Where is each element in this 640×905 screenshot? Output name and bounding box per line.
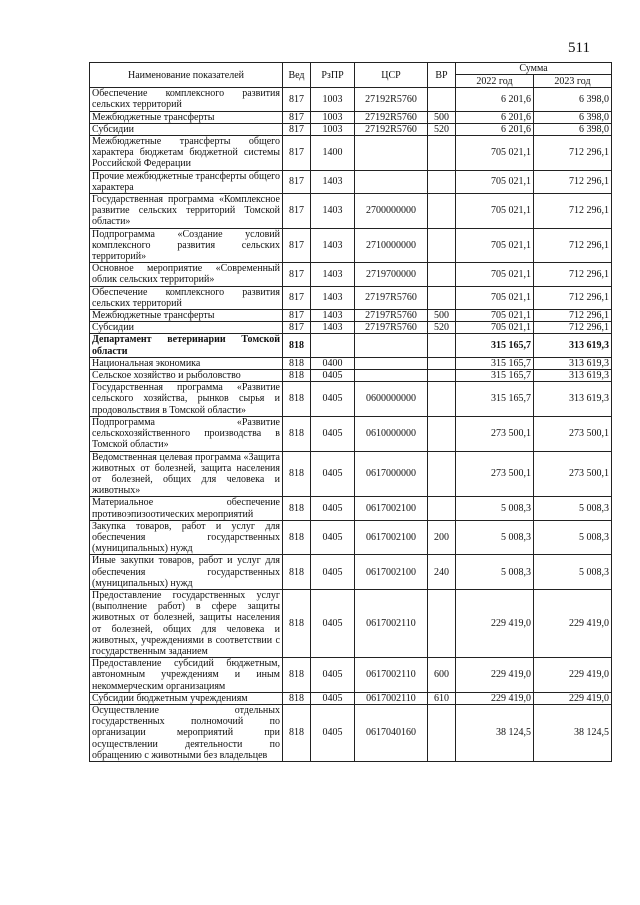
row-ved: 818 (283, 451, 311, 497)
table-row (90, 357, 612, 369)
row-sum-2022: 273 500,1 (456, 451, 534, 497)
row-ved: 817 (283, 170, 311, 193)
row-sum-2023: 313 619,3 (534, 357, 612, 369)
row-vr: 520 (428, 322, 456, 334)
row-ved: 817 (283, 194, 311, 229)
row-sum-2022: 5 008,3 (456, 497, 534, 520)
row-name: Государственная программа «Развитие сельского хозяйства, рынков сырья и продовольствия в Томской области» (90, 382, 283, 417)
row-csr: 2719700000 (355, 263, 428, 286)
row-rzpr: 1403 (311, 286, 355, 309)
row-name: Осуществление отдельных государственных полномочий по организации мероприятий при осуществлении деятельности по обращению с животными без владельцев (90, 704, 283, 761)
row-csr: 0617002110 (355, 589, 428, 657)
row-ved: 817 (283, 136, 311, 171)
header-2022: 2022 год (456, 75, 534, 88)
row-ved: 818 (283, 704, 311, 761)
row-ved: 818 (283, 357, 311, 369)
row-name: Субсидии (90, 322, 283, 334)
row-sum-2023: 229 419,0 (534, 589, 612, 657)
row-rzpr: 0405 (311, 520, 355, 555)
row-csr: 27197R5760 (355, 322, 428, 334)
row-rzpr: 0405 (311, 658, 355, 693)
row-name: Сельское хозяйство и рыболовство (90, 370, 283, 382)
row-name: Межбюджетные трансферты (90, 111, 283, 123)
header-name: Наименование показателей (90, 63, 283, 88)
row-sum-2022: 705 021,1 (456, 136, 534, 171)
row-sum-2022: 705 021,1 (456, 286, 534, 309)
row-sum-2022: 705 021,1 (456, 263, 534, 286)
row-csr: 0617002100 (355, 555, 428, 590)
row-rzpr: 0405 (311, 589, 355, 657)
row-csr: 27192R5760 (355, 88, 428, 111)
table-row (90, 334, 612, 357)
row-name: Иные закупки товаров, работ и услуг для обеспечения государственных (муниципальных) нужд (90, 555, 283, 590)
row-sum-2023: 712 296,1 (534, 263, 612, 286)
row-name: Субсидии (90, 123, 283, 135)
row-sum-2022: 315 165,7 (456, 334, 534, 357)
row-vr: 520 (428, 123, 456, 135)
row-sum-2023: 313 619,3 (534, 370, 612, 382)
table-row (90, 170, 612, 193)
row-csr (355, 370, 428, 382)
row-name: Национальная экономика (90, 357, 283, 369)
row-sum-2023: 313 619,3 (534, 334, 612, 357)
row-vr: 500 (428, 111, 456, 123)
row-csr: 0600000000 (355, 382, 428, 417)
row-vr (428, 194, 456, 229)
row-csr: 27192R5760 (355, 123, 428, 135)
row-rzpr: 1403 (311, 228, 355, 263)
row-csr: 0617002110 (355, 658, 428, 693)
row-sum-2022: 705 021,1 (456, 322, 534, 334)
row-rzpr: 0405 (311, 416, 355, 451)
row-csr (355, 357, 428, 369)
row-sum-2022: 705 021,1 (456, 228, 534, 263)
table-row (90, 228, 612, 263)
row-csr: 0617040160 (355, 704, 428, 761)
row-csr: 0617002100 (355, 520, 428, 555)
row-rzpr: 1003 (311, 88, 355, 111)
row-sum-2023: 229 419,0 (534, 692, 612, 704)
table-row (90, 589, 612, 657)
row-rzpr: 0405 (311, 382, 355, 417)
row-name: Подпрограмма «Развитие сельскохозяйственного производства в Томской области» (90, 416, 283, 451)
row-sum-2023: 38 124,5 (534, 704, 612, 761)
row-sum-2022: 229 419,0 (456, 589, 534, 657)
row-csr: 0610000000 (355, 416, 428, 451)
table-row (90, 370, 612, 382)
row-csr (355, 136, 428, 171)
table-row (90, 194, 612, 229)
row-vr (428, 286, 456, 309)
row-name: Департамент ветеринарии Томской области (90, 334, 283, 357)
row-ved: 817 (283, 88, 311, 111)
row-sum-2023: 6 398,0 (534, 111, 612, 123)
row-csr: 0617002100 (355, 497, 428, 520)
row-sum-2022: 6 201,6 (456, 88, 534, 111)
row-csr: 27192R5760 (355, 111, 428, 123)
table-row (90, 286, 612, 309)
row-csr: 2700000000 (355, 194, 428, 229)
row-vr: 600 (428, 658, 456, 693)
row-vr (428, 136, 456, 171)
table-row (90, 692, 612, 704)
row-ved: 817 (283, 310, 311, 322)
budget-table (89, 62, 612, 762)
row-csr: 0617000000 (355, 451, 428, 497)
row-rzpr: 0405 (311, 497, 355, 520)
row-sum-2023: 712 296,1 (534, 286, 612, 309)
row-rzpr: 1403 (311, 263, 355, 286)
row-name: Материальное обеспечение противоэпизоотических мероприятий (90, 497, 283, 520)
table-row (90, 416, 612, 451)
row-vr (428, 416, 456, 451)
row-ved: 818 (283, 692, 311, 704)
row-sum-2022: 705 021,1 (456, 310, 534, 322)
row-csr: 27197R5760 (355, 310, 428, 322)
row-name: Межбюджетные трансферты общего характера бюджетам бюджетной системы Российской Федерации (90, 136, 283, 171)
header-ved: Вед (283, 63, 311, 88)
row-sum-2023: 273 500,1 (534, 451, 612, 497)
table-row (90, 704, 612, 761)
header-vr: ВР (428, 63, 456, 88)
row-vr: 500 (428, 310, 456, 322)
row-vr (428, 704, 456, 761)
row-sum-2023: 5 008,3 (534, 555, 612, 590)
row-ved: 818 (283, 589, 311, 657)
row-vr (428, 170, 456, 193)
row-name: Ведомственная целевая программа «Защита животных от болезней, защита населения от болезней, общих для человека и животных» (90, 451, 283, 497)
row-name: Прочие межбюджетные трансферты общего характера (90, 170, 283, 193)
row-vr (428, 382, 456, 417)
row-sum-2022: 705 021,1 (456, 194, 534, 229)
row-sum-2022: 5 008,3 (456, 520, 534, 555)
table-row (90, 555, 612, 590)
header-csr: ЦСР (355, 63, 428, 88)
row-vr (428, 334, 456, 357)
row-ved: 818 (283, 555, 311, 590)
table-row (90, 136, 612, 171)
row-vr (428, 263, 456, 286)
row-ved: 818 (283, 334, 311, 357)
page-number: 511 (568, 40, 590, 56)
row-ved: 818 (283, 370, 311, 382)
table-row (90, 658, 612, 693)
table-row (90, 310, 612, 322)
row-name: Предоставление субсидий бюджетным, автономным учреждениям и иным некоммерческим организациям (90, 658, 283, 693)
header-2023: 2023 год (534, 75, 612, 88)
row-sum-2023: 5 008,3 (534, 497, 612, 520)
row-sum-2022: 315 165,7 (456, 382, 534, 417)
row-sum-2023: 712 296,1 (534, 322, 612, 334)
table-row (90, 111, 612, 123)
row-sum-2023: 712 296,1 (534, 194, 612, 229)
row-ved: 817 (283, 263, 311, 286)
row-csr: 0617002110 (355, 692, 428, 704)
row-rzpr: 0405 (311, 704, 355, 761)
table-row (90, 497, 612, 520)
row-sum-2022: 315 165,7 (456, 357, 534, 369)
row-rzpr (311, 334, 355, 357)
row-sum-2022: 229 419,0 (456, 658, 534, 693)
row-sum-2023: 712 296,1 (534, 136, 612, 171)
row-vr (428, 357, 456, 369)
row-ved: 818 (283, 497, 311, 520)
row-sum-2023: 6 398,0 (534, 88, 612, 111)
row-sum-2022: 273 500,1 (456, 416, 534, 451)
row-rzpr: 0400 (311, 357, 355, 369)
row-csr (355, 334, 428, 357)
table-row (90, 263, 612, 286)
row-vr (428, 497, 456, 520)
header-rzpr: РзПР (311, 63, 355, 88)
header-sum: Сумма (456, 63, 612, 75)
row-name: Обеспечение комплексного развития сельских территорий (90, 286, 283, 309)
row-ved: 817 (283, 111, 311, 123)
row-sum-2023: 5 008,3 (534, 520, 612, 555)
row-vr (428, 589, 456, 657)
row-sum-2022: 315 165,7 (456, 370, 534, 382)
row-vr: 200 (428, 520, 456, 555)
row-rzpr: 1003 (311, 123, 355, 135)
row-ved: 818 (283, 658, 311, 693)
row-vr: 610 (428, 692, 456, 704)
row-name: Государственная программа «Комплексное развитие сельских территорий Томской области» (90, 194, 283, 229)
row-ved: 817 (283, 123, 311, 135)
row-rzpr: 0405 (311, 692, 355, 704)
row-ved: 818 (283, 382, 311, 417)
row-sum-2023: 6 398,0 (534, 123, 612, 135)
table-row (90, 382, 612, 417)
row-rzpr: 0405 (311, 370, 355, 382)
row-csr (355, 170, 428, 193)
row-rzpr: 1403 (311, 322, 355, 334)
row-rzpr: 1403 (311, 310, 355, 322)
row-ved: 818 (283, 520, 311, 555)
row-rzpr: 1403 (311, 194, 355, 229)
row-sum-2023: 712 296,1 (534, 170, 612, 193)
row-vr (428, 88, 456, 111)
row-rzpr: 1403 (311, 170, 355, 193)
row-sum-2023: 273 500,1 (534, 416, 612, 451)
row-vr (428, 370, 456, 382)
row-name: Закупка товаров, работ и услуг для обеспечения государственных (муниципальных) нужд (90, 520, 283, 555)
row-vr: 240 (428, 555, 456, 590)
row-sum-2022: 229 419,0 (456, 692, 534, 704)
row-sum-2023: 712 296,1 (534, 310, 612, 322)
table-row (90, 322, 612, 334)
row-rzpr: 0405 (311, 555, 355, 590)
row-sum-2023: 229 419,0 (534, 658, 612, 693)
row-rzpr: 0405 (311, 451, 355, 497)
table-row (90, 520, 612, 555)
row-rzpr: 1003 (311, 111, 355, 123)
row-ved: 817 (283, 228, 311, 263)
row-sum-2023: 712 296,1 (534, 228, 612, 263)
row-name: Подпрограмма «Создание условий комплексного развития сельских территорий» (90, 228, 283, 263)
row-vr (428, 228, 456, 263)
table-row (90, 123, 612, 135)
row-ved: 818 (283, 416, 311, 451)
row-name: Межбюджетные трансферты (90, 310, 283, 322)
row-sum-2022: 705 021,1 (456, 170, 534, 193)
row-sum-2022: 38 124,5 (456, 704, 534, 761)
row-sum-2023: 313 619,3 (534, 382, 612, 417)
row-csr: 27197R5760 (355, 286, 428, 309)
table-row (90, 451, 612, 497)
row-vr (428, 451, 456, 497)
row-ved: 817 (283, 286, 311, 309)
row-rzpr: 1400 (311, 136, 355, 171)
row-sum-2022: 6 201,6 (456, 123, 534, 135)
table-row (90, 88, 612, 111)
row-name: Основное мероприятие «Современный облик сельских территорий» (90, 263, 283, 286)
row-name: Предоставление государственных услуг (выполнение работ) в сфере защиты животных от болезней, защиты населения от болезней, общих для человека и животных, учреждениями в соответствии с государственным заданием (90, 589, 283, 657)
row-sum-2022: 6 201,6 (456, 111, 534, 123)
table-body (90, 88, 612, 762)
row-name: Обеспечение комплексного развития сельских территорий (90, 88, 283, 111)
row-ved: 817 (283, 322, 311, 334)
row-sum-2022: 5 008,3 (456, 555, 534, 590)
row-csr: 2710000000 (355, 228, 428, 263)
row-name: Субсидии бюджетным учреждениям (90, 692, 283, 704)
